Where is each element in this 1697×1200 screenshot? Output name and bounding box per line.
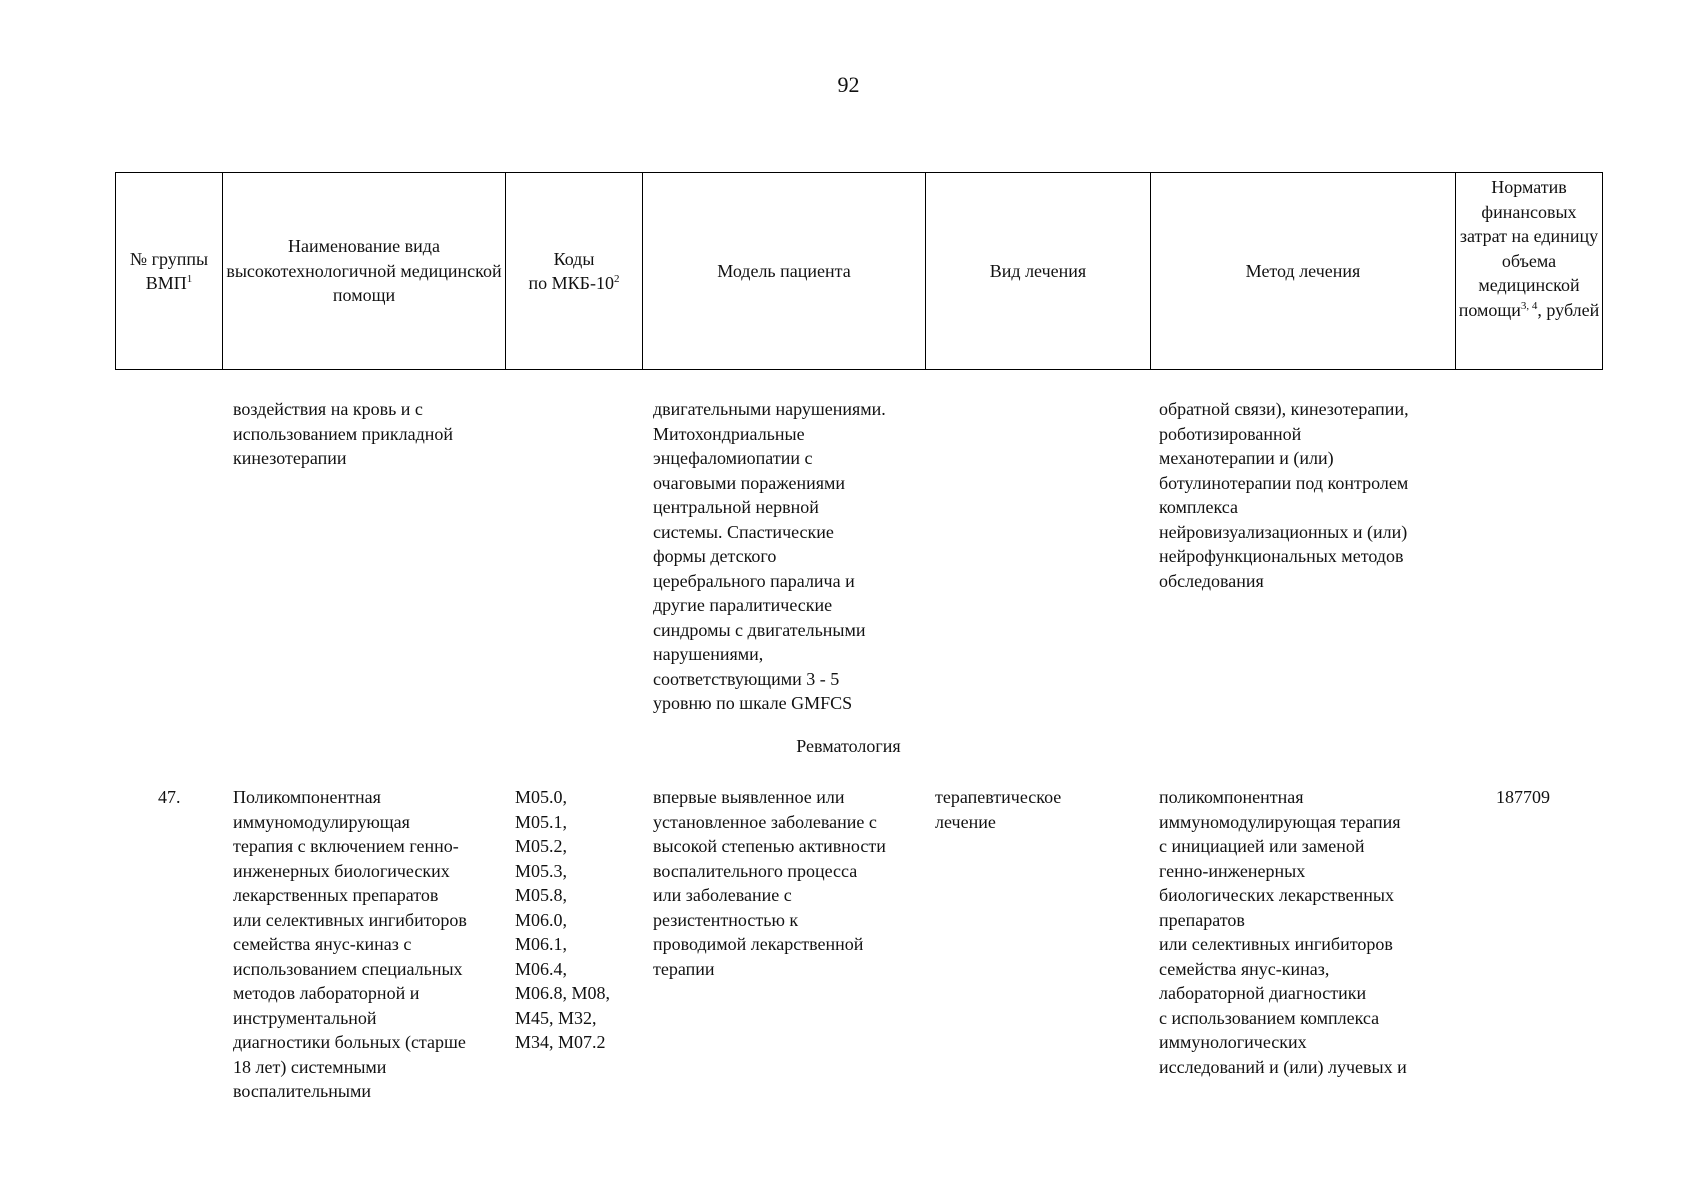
header-cost-norm: Норматив финансовых затрат на единицу объема медицинской помощи$^{3, 4}$, рублей (1456, 173, 1603, 370)
continuation-treatment-method: обратной связи), кинезотерапии, роботизированной механотерапии и (или) ботулинотерапии под контролем комплекса нейровизуализационных и (или) нейрофункциональных методов обследования (1159, 399, 1409, 591)
row-47-icd-codes: M05.0, M05.1, M05.2, M05.3, M05.8, M06.0, M06.1, M06.4, M06.8, M08, M45, M32, M34, M07.2 (515, 787, 611, 1052)
header-treatment-type: Вид лечения (926, 173, 1151, 370)
row-47-treatment-type: терапевтическое лечение (935, 787, 1062, 832)
row-47-cost: 187709 (1496, 787, 1550, 807)
table-header (115, 172, 1603, 370)
header-group-number: № группы ВМП$^1$ (116, 173, 223, 370)
continuation-patient-model: двигательными нарушениями. Митохондриальные энцефаломиопатии с очаговыми поражениями центральной нервной системы. Спастические формы детского церебрального паралича и другие паралитические синдромы с двигательными нарушениями, соответствующими 3 - 5 уровню по шкале GMFCS (653, 399, 886, 713)
row-47-patient-model: впервые выявленное или установленное заболевание с высокой степенью активности воспалительного процесса или заболевание с резистентностью к проводимой лекарственной терапии (653, 787, 886, 979)
row-47-number: 47. (158, 787, 181, 807)
section-title: Ревматология (796, 736, 901, 756)
page-number: 92 (837, 72, 860, 97)
row-47-treatment-method: поликомпонентная иммуномодулирующая терапия с инициацией или заменой генно-инженерных биологических лекарственных препаратов или селективных ингибиторов семейства янус-киназ, лабораторной диагностики с использованием комплекса иммунологических исследований и (или) лучевых и (1159, 787, 1407, 1077)
header-patient-model: Модель пациента (643, 173, 926, 370)
row-47-care-name: Поликомпонентная иммуномодулирующая терапия с включением генно- инженерных биологических лекарственных препаратов или селективных ингибиторов семейства янус-киназ с использованием специальных методов лабораторной и инструментальной диагностики больных (старше 18 лет) системными воспалительными (233, 787, 467, 1101)
header-care-type-name: Наименование вида высокотехнологичной медицинской помощи (223, 173, 506, 370)
header-icd-codes: Коды по МКБ-$10^2$ (506, 173, 643, 370)
header-treatment-method: Метод лечения (1151, 173, 1456, 370)
continuation-care-name: воздействия на кровь и с использованием прикладной кинезотерапии (233, 399, 454, 468)
